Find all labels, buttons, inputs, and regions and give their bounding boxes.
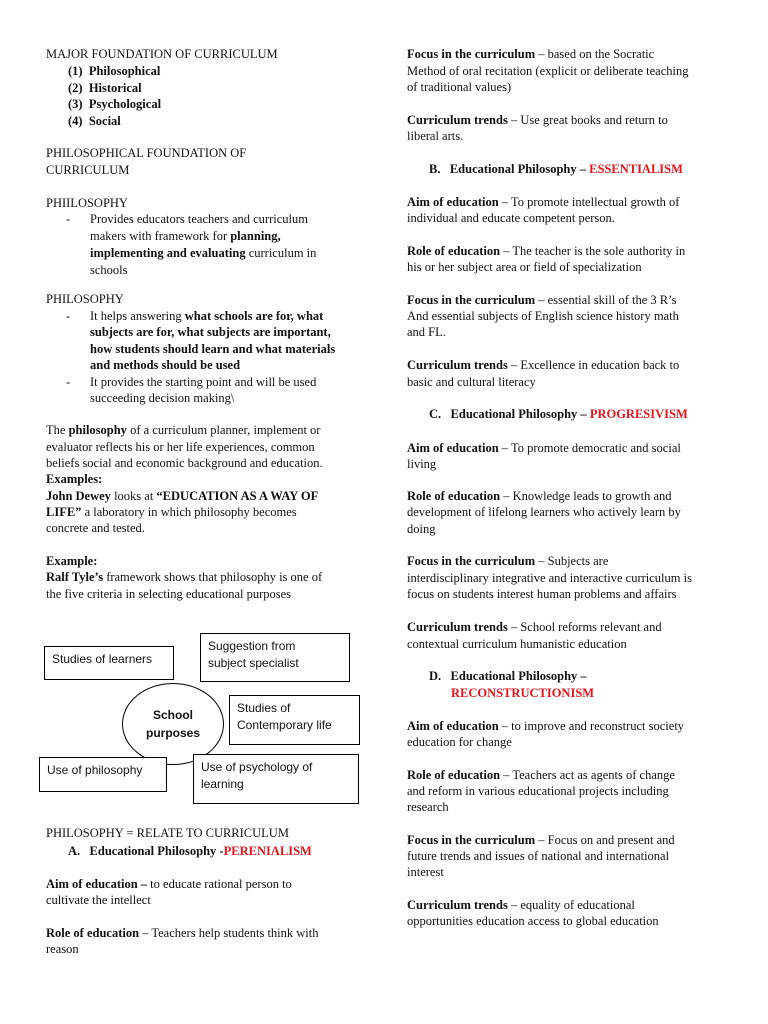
dewey-line-1: John Dewey looks at “EDUCATION AS A WAY OF: [46, 489, 319, 503]
diagram-box-suggestion: Suggestion from subject specialist: [200, 633, 350, 682]
a-focus-line-2: Method of oral recitation (explicit or deliberate teaching: [407, 64, 689, 78]
c-focus-line-2: interdisciplinary integrative and interactive curriculum is: [407, 571, 692, 585]
diagram-box-use-philosophy: Use of philosophy: [39, 757, 167, 792]
d-trends-line-1: Curriculum trends – equality of educational: [407, 898, 635, 912]
tyle-line-2: the five criteria in selecting educational purposes: [46, 587, 292, 601]
a-role-line-1: Role of education – Teachers help students think with: [46, 926, 319, 940]
a-focus-line-1: Focus in the curriculum – based on the Socratic: [407, 47, 655, 61]
tyle-line-1: Ralf Tyle’s framework shows that philosophy is one of: [46, 570, 323, 584]
foundation-item-2: (2) Historical: [68, 81, 142, 95]
a-role-line-2: reason: [46, 942, 79, 956]
diagram-box-studies-learners: Studies of learners: [44, 646, 174, 680]
b-trends-line-1: Curriculum trends – Excellence in education back to: [407, 358, 680, 372]
b-focus-line-3: and FL.: [407, 325, 446, 339]
phiilosophy-bullet-line-2: makers with framework for planning,: [90, 229, 281, 243]
foundation-item-4: (4) Social: [68, 114, 121, 128]
philosophy-d-heading-line-2: RECONSTRUCTIONISM: [451, 686, 595, 700]
d-focus-line-1: Focus in the curriculum – Focus on and present and: [407, 833, 675, 847]
major-foundation-heading: MAJOR FOUNDATION OF CURRICULUM: [46, 47, 278, 61]
philosophy-c-heading: C. Educational Philosophy – PROGRESIVISM: [429, 407, 688, 421]
c-aim-line-2: living: [407, 457, 437, 471]
a-aim-line-1: Aim of education – to educate rational person to: [46, 877, 292, 891]
philosophy-bullet-1-line-4: and methods should be used: [90, 358, 241, 372]
b-aim-line-2: individual and educate competent person.: [407, 211, 615, 225]
bullet-dash: -: [66, 212, 71, 226]
phiilosophy-bullet-line-4: schools: [90, 263, 128, 277]
a-trends-line-2: liberal arts.: [407, 129, 464, 143]
c-role-line-3: doing: [407, 522, 436, 536]
d-focus-line-3: interest: [407, 865, 444, 879]
b-role-line-1: Role of education – The teacher is the sole authority in: [407, 244, 686, 258]
bullet-dash: -: [66, 309, 71, 323]
b-aim-line-1: Aim of education – To promote intellectual growth of: [407, 195, 680, 209]
phiilosophy-bullet-line-3: implementing and evaluating curriculum in: [90, 246, 317, 260]
c-focus-line-3: focus on students interest human problems and affairs: [407, 587, 677, 601]
c-role-line-2: development of lifelong learners who actively learn by: [407, 505, 681, 519]
a-focus-line-3: of traditional values): [407, 80, 512, 94]
b-focus-line-1: Focus in the curriculum – essential skill of the 3 R’s: [407, 293, 677, 307]
diagram-box-contemporary: Studies of Contemporary life: [229, 695, 360, 745]
d-role-line-2: and reform in various educational projects including: [407, 784, 669, 798]
c-focus-line-1: Focus in the curriculum – Subjects are: [407, 554, 609, 568]
foundation-item-1: (1) Philosophical: [68, 64, 161, 78]
dewey-line-3: concrete and tested.: [46, 521, 145, 535]
dewey-line-2: LIFE” a laboratory in which philosophy becomes: [46, 505, 297, 519]
phiilosophy-heading: PHIILOSOPHY: [46, 196, 128, 210]
foundation-item-3: (3) Psychological: [68, 97, 162, 111]
phiilosophy-bullet-line-1: Provides educators teachers and curriculum: [90, 212, 308, 226]
diagram-box-psychology: Use of psychology of learning: [193, 754, 359, 804]
d-role-line-3: research: [407, 800, 449, 814]
philosophy-bullet-1-line-3: how students should learn and what materials: [90, 342, 336, 356]
philosophy-bullet-2-line-1: It provides the starting point and will be used: [90, 375, 317, 389]
philosophy-a-heading: A. Educational Philosophy -PERENIALISM: [68, 844, 312, 858]
philosophy-d-heading-line-1: D. Educational Philosophy –: [429, 669, 587, 683]
philosophy-bullet-1-line-1: It helps answering what schools are for, what: [90, 309, 324, 323]
bullet-dash: -: [66, 375, 71, 389]
a-trends-line-1: Curriculum trends – Use great books and return to: [407, 113, 668, 127]
b-role-line-2: his or her subject area or field of specialization: [407, 260, 642, 274]
b-trends-line-2: basic and cultural literacy: [407, 375, 536, 389]
c-trends-line-2: contextual curriculum humanistic education: [407, 637, 627, 651]
d-role-line-1: Role of education – Teachers act as agents of change: [407, 768, 675, 782]
relate-heading: PHILOSOPHY = RELATE TO CURRICULUM: [46, 826, 289, 840]
b-focus-line-2: And essential subjects of English science history math: [407, 309, 679, 323]
c-aim-line-1: Aim of education – To promote democratic and social: [407, 441, 681, 455]
a-aim-line-2: cultivate the intellect: [46, 893, 151, 907]
example-label: Example:: [46, 554, 98, 568]
philosophy-bullet-2-line-2: succeeding decision making\: [90, 391, 235, 405]
d-trends-line-2: opportunities education access to global education: [407, 914, 659, 928]
d-focus-line-2: future trends and issues of national and international: [407, 849, 670, 863]
phil-foundation-title-1: PHILOSOPHICAL FOUNDATION OF: [46, 146, 247, 160]
philosophy-bullet-1-line-2: subjects are for, what subjects are important,: [90, 325, 331, 339]
examples-label: Examples:: [46, 472, 103, 486]
diagram-center-oval: School purposes: [122, 683, 224, 765]
philosophy-para-line-2: evaluator reflects his or her life experiences, common: [46, 440, 315, 454]
d-aim-line-1: Aim of education – to improve and reconstruct society: [407, 719, 685, 733]
phil-foundation-title-2: CURRICULUM: [46, 163, 130, 177]
philosophy-b-heading: B. Educational Philosophy – ESSENTIALISM: [429, 162, 683, 176]
d-aim-line-2: education for change: [407, 735, 512, 749]
philosophy-para-line-3: beliefs social and economic background and education.: [46, 456, 323, 470]
philosophy-heading: PHILOSOPHY: [46, 292, 124, 306]
c-trends-line-1: Curriculum trends – School reforms relevant and: [407, 620, 662, 634]
philosophy-para-line-1: The philosophy of a curriculum planner, implement or: [46, 423, 321, 437]
c-role-line-1: Role of education – Knowledge leads to growth and: [407, 489, 672, 503]
